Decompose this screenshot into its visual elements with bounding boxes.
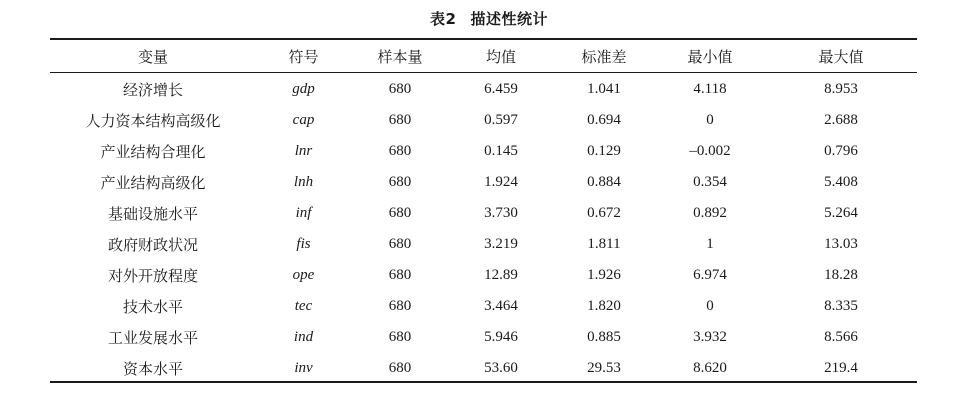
cell-mean: 12.89 (484, 267, 518, 283)
table-row (50, 353, 917, 384)
cell-symbol: inv (294, 360, 313, 376)
cell-mean: 53.60 (484, 360, 518, 376)
cell-std-dev: 1.926 (587, 267, 621, 283)
cell-std-dev: 0.694 (587, 112, 621, 128)
table-row (50, 229, 917, 260)
cell-max: 8.566 (824, 329, 858, 345)
cell-min: 0 (706, 298, 714, 314)
cell-variable: 人力资本结构高级化 (85, 112, 221, 130)
cell-min: 6.974 (693, 267, 727, 283)
table-title: 描述性统计 (470, 10, 548, 28)
table-row (50, 72, 917, 105)
cell-max: 2.688 (824, 112, 858, 128)
table-row (50, 198, 917, 229)
cell-sample-size: 680 (388, 267, 412, 283)
cell-mean: 6.459 (484, 81, 518, 97)
header-sample-size: 样本量 (377, 47, 423, 66)
cell-symbol: lnr (294, 143, 313, 159)
cell-variable: 经济增长 (122, 81, 183, 99)
cell-max: 8.335 (824, 298, 858, 314)
cell-max: 5.408 (824, 174, 858, 190)
table-row (50, 291, 917, 322)
cell-sample-size: 680 (388, 112, 412, 128)
cell-mean: 1.924 (484, 174, 518, 190)
cell-min: 8.620 (693, 360, 727, 376)
cell-mean: 5.946 (484, 329, 518, 345)
cell-variable: 技术水平 (122, 298, 183, 316)
cell-max: 8.953 (824, 81, 858, 97)
cell-min: 0 (706, 112, 714, 128)
cell-max: 0.796 (824, 143, 858, 159)
cell-symbol: ind (293, 329, 314, 345)
table-body (50, 72, 917, 384)
cell-sample-size: 680 (388, 143, 412, 159)
table-row (50, 167, 917, 198)
header-variable: 变量 (137, 47, 168, 66)
cell-symbol: ope (292, 267, 315, 283)
cell-sample-size: 680 (388, 360, 412, 376)
table-number: 表2 (430, 10, 457, 28)
table-row (50, 260, 917, 291)
cell-min: –0.002 (689, 143, 731, 159)
header-symbol: 符号 (288, 47, 319, 66)
header-max: 最大值 (818, 47, 864, 66)
cell-variable: 工业发展水平 (107, 329, 198, 347)
cell-std-dev: 0.672 (587, 205, 621, 221)
cell-symbol: gdp (292, 81, 315, 97)
cell-max: 18.28 (824, 267, 858, 283)
cell-mean: 0.145 (484, 143, 518, 159)
cell-min: 1 (706, 236, 714, 252)
header-min: 最小值 (687, 47, 733, 66)
cell-sample-size: 680 (388, 298, 412, 314)
cell-mean: 3.464 (484, 298, 518, 314)
cell-symbol: inf (295, 205, 312, 221)
cell-std-dev: 1.811 (587, 236, 621, 252)
cell-sample-size: 680 (388, 81, 412, 97)
table-row (50, 322, 917, 353)
cell-mean: 3.219 (484, 236, 518, 252)
cell-min: 3.932 (693, 329, 727, 345)
cell-mean: 0.597 (484, 112, 518, 128)
cell-variable: 产业结构合理化 (100, 143, 206, 161)
cell-std-dev: 0.885 (587, 329, 621, 345)
cell-max: 219.4 (824, 360, 858, 376)
table-caption (0, 8, 978, 29)
cell-variable: 产业结构高级化 (100, 174, 206, 192)
cell-symbol: lnh (293, 174, 314, 190)
cell-variable: 政府财政状况 (107, 236, 198, 254)
cell-sample-size: 680 (388, 174, 412, 190)
cell-variable: 对外开放程度 (107, 267, 198, 285)
cell-std-dev: 0.884 (587, 174, 621, 190)
cell-sample-size: 680 (388, 236, 412, 252)
cell-min: 4.118 (693, 81, 727, 97)
cell-max: 13.03 (824, 236, 858, 252)
cell-max: 5.264 (824, 205, 858, 221)
header-mean: 均值 (485, 47, 516, 66)
cell-std-dev: 1.820 (587, 298, 621, 314)
cell-mean: 3.730 (484, 205, 518, 221)
header-row (50, 40, 917, 72)
cell-min: 0.354 (693, 174, 727, 190)
cell-symbol: fis (296, 236, 311, 252)
table-row (50, 136, 917, 167)
cell-variable: 资本水平 (122, 360, 183, 378)
cell-min: 0.892 (693, 205, 727, 221)
cell-std-dev: 29.53 (587, 360, 621, 376)
cell-std-dev: 1.041 (587, 81, 621, 97)
table-row (50, 105, 917, 136)
cell-symbol: tec (294, 298, 313, 314)
cell-sample-size: 680 (388, 205, 412, 221)
cell-std-dev: 0.129 (587, 143, 621, 159)
cell-symbol: cap (292, 112, 315, 128)
cell-variable: 基础设施水平 (107, 205, 198, 223)
cell-sample-size: 680 (388, 329, 412, 345)
statistics-table (50, 40, 917, 384)
header-std-dev: 标准差 (581, 47, 627, 66)
